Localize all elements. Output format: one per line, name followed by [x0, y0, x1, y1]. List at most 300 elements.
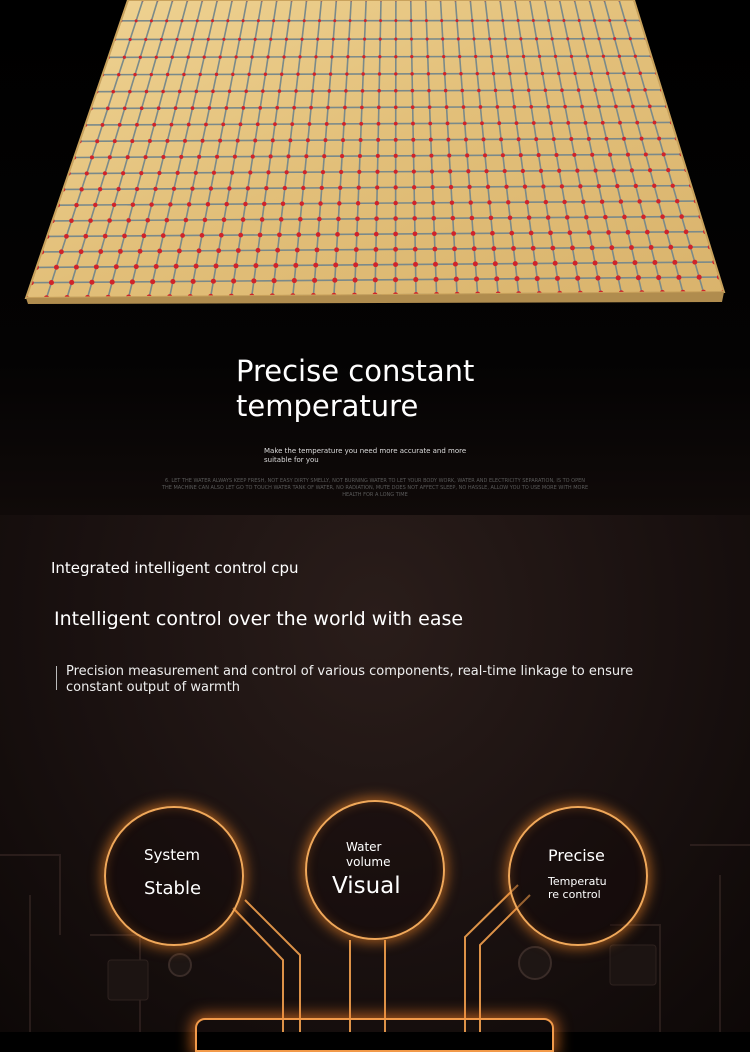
heating-node — [157, 171, 161, 175]
heating-node — [241, 106, 245, 110]
heating-node — [470, 216, 475, 221]
heating-node — [303, 170, 307, 174]
heating-node — [379, 19, 382, 22]
heating-node — [460, 89, 464, 93]
heating-node — [300, 38, 303, 41]
heating-node — [394, 37, 397, 40]
heating-node — [476, 72, 479, 75]
heating-node — [361, 72, 364, 75]
heating-node — [657, 137, 661, 141]
heating-node — [597, 37, 600, 40]
heating-node — [410, 19, 413, 22]
heating-node — [342, 122, 346, 126]
heating-node — [582, 37, 585, 40]
heating-node — [374, 216, 379, 221]
heating-node — [149, 202, 153, 206]
heating-node — [565, 215, 570, 220]
heating-node — [180, 233, 185, 238]
heating-node — [523, 184, 527, 188]
heating-node — [471, 19, 474, 22]
heating-node — [346, 55, 349, 58]
heating-node — [326, 106, 330, 110]
heating-node — [191, 279, 196, 284]
heating-node — [482, 137, 486, 141]
heating-node — [236, 139, 240, 143]
heating-node — [278, 89, 282, 93]
heating-node — [473, 261, 478, 266]
glowing-chip-outline — [195, 1018, 554, 1052]
heating-node — [311, 89, 315, 93]
heating-node — [234, 55, 237, 58]
heating-node — [123, 106, 127, 110]
heating-node — [354, 247, 359, 252]
heating-node — [288, 138, 292, 142]
heating-node — [281, 202, 285, 206]
heating-node — [134, 264, 139, 269]
heating-node — [601, 121, 605, 125]
heating-node — [471, 231, 476, 236]
heating-node — [432, 247, 437, 252]
heating-node — [612, 168, 616, 172]
heating-node — [483, 153, 487, 157]
heating-node — [226, 19, 229, 22]
heating-node — [251, 278, 256, 283]
heating-node — [172, 187, 176, 191]
heating-node — [135, 123, 139, 127]
heating-node — [636, 275, 641, 280]
heating-node — [308, 122, 312, 126]
heating-node — [224, 202, 228, 206]
heating-node — [216, 248, 221, 253]
heating-node — [222, 217, 227, 222]
heating-node — [394, 89, 398, 93]
heating-node — [303, 19, 306, 22]
badge-system-line2: Stable — [144, 878, 201, 899]
heating-node — [578, 184, 582, 188]
heating-node — [283, 186, 287, 190]
heating-node — [355, 232, 360, 237]
heating-node — [290, 122, 294, 126]
heating-node — [253, 263, 258, 268]
heating-node — [324, 138, 328, 142]
hero-subtitle: Make the temperature you need more accurate and more suitable for you — [264, 447, 494, 465]
heating-node — [393, 277, 398, 282]
heating-node — [201, 139, 205, 143]
heating-node — [309, 106, 313, 110]
heating-node — [313, 263, 318, 268]
heating-node — [273, 263, 278, 268]
heating-node — [69, 280, 74, 285]
heating-node — [547, 19, 550, 22]
heating-node — [107, 218, 112, 223]
heating-node — [292, 278, 297, 283]
heating-node — [144, 38, 147, 41]
heating-node — [472, 37, 475, 40]
heating-node — [247, 73, 250, 76]
heating-node — [488, 37, 491, 40]
heating-node — [191, 38, 194, 41]
heating-node — [509, 231, 514, 236]
heating-node — [304, 154, 308, 158]
heating-node — [344, 89, 348, 93]
heating-node — [377, 106, 381, 110]
heating-node — [535, 276, 540, 281]
heating-node — [412, 185, 416, 189]
heating-node — [549, 121, 553, 125]
heating-node — [106, 107, 110, 111]
heating-node — [466, 169, 470, 173]
heating-node — [262, 202, 266, 206]
heating-node — [587, 230, 592, 235]
heating-node — [231, 279, 236, 284]
heating-node — [465, 153, 469, 157]
heating-node — [334, 247, 339, 252]
heating-node — [597, 105, 601, 109]
heating-node — [161, 90, 165, 94]
heating-node — [298, 55, 301, 58]
heating-node — [170, 123, 174, 127]
heating-node — [506, 200, 510, 204]
heating-node — [508, 72, 511, 75]
heating-node — [375, 170, 379, 174]
heating-node — [178, 90, 182, 94]
heating-node — [359, 122, 363, 126]
heating-node — [211, 279, 216, 284]
heating-node — [468, 200, 472, 204]
heating-node — [613, 37, 616, 40]
heating-node — [393, 216, 398, 221]
heating-node — [455, 19, 458, 22]
heating-node — [204, 123, 208, 127]
badge-water-line1: Water — [346, 840, 381, 854]
heating-node — [548, 230, 553, 235]
heating-node — [130, 279, 135, 284]
heating-node — [515, 121, 519, 125]
heating-node — [534, 137, 538, 141]
heating-node — [233, 263, 238, 268]
heating-node — [329, 72, 332, 75]
heating-node — [338, 186, 342, 190]
heating-node — [150, 73, 153, 76]
heating-node — [622, 137, 626, 141]
heating-node — [451, 216, 456, 221]
heating-node — [566, 37, 569, 40]
heating-node — [501, 19, 504, 22]
heating-node — [410, 55, 413, 58]
heating-node — [246, 186, 250, 190]
heating-node — [697, 275, 702, 280]
heating-node — [282, 55, 285, 58]
heating-node — [394, 170, 398, 174]
heating-node — [624, 19, 627, 22]
heating-node — [110, 280, 115, 285]
heating-node — [432, 231, 437, 236]
heating-node — [430, 169, 434, 173]
heating-node — [379, 38, 382, 41]
heating-node — [656, 275, 661, 280]
heating-node — [337, 201, 341, 205]
heating-node — [221, 122, 225, 126]
heating-node — [457, 37, 460, 40]
heating-node — [442, 55, 445, 58]
heating-node — [441, 37, 444, 40]
heating-node — [590, 245, 595, 250]
badge-precise-temperature — [508, 806, 648, 946]
heating-node — [296, 232, 301, 237]
heating-node — [322, 154, 326, 158]
heating-node — [131, 203, 135, 207]
heating-node — [467, 185, 471, 189]
badge-system-line1: System — [144, 846, 200, 864]
heating-node — [580, 105, 584, 109]
heating-node — [593, 88, 597, 92]
heating-node — [140, 106, 144, 110]
heating-node — [431, 201, 435, 205]
heating-node — [412, 216, 417, 221]
heating-node — [426, 55, 429, 58]
heating-node — [248, 170, 252, 174]
heating-node — [453, 262, 458, 267]
heating-node — [491, 246, 496, 251]
heating-node — [440, 19, 443, 22]
heating-node — [496, 105, 500, 109]
heating-node — [615, 184, 619, 188]
heating-node — [207, 38, 210, 41]
heating-node — [94, 264, 99, 269]
heating-node — [332, 38, 335, 41]
heating-node — [445, 105, 449, 109]
heating-node — [577, 88, 581, 92]
heating-node — [258, 106, 262, 110]
heating-node — [339, 170, 343, 174]
heating-node — [316, 38, 319, 41]
heating-node — [206, 202, 210, 206]
heating-node — [203, 218, 208, 223]
heating-node — [377, 122, 381, 126]
heating-node — [356, 201, 360, 205]
heating-node — [645, 230, 650, 235]
heating-node — [527, 89, 531, 93]
heating-node — [374, 232, 379, 237]
heating-node — [517, 19, 520, 22]
heating-node — [480, 121, 484, 125]
heating-node — [199, 73, 202, 76]
heating-node — [554, 55, 557, 58]
heating-node — [630, 168, 634, 172]
heating-node — [118, 249, 123, 254]
badge-water-volume-visual — [305, 800, 445, 940]
heating-node — [375, 185, 379, 189]
heating-node — [161, 233, 166, 238]
heating-node — [139, 171, 143, 175]
heating-node — [227, 186, 231, 190]
heating-node — [544, 88, 548, 92]
heating-node — [152, 123, 156, 127]
heating-node — [301, 186, 305, 190]
heating-node — [85, 171, 89, 175]
heating-node — [666, 168, 670, 172]
heating-node — [93, 203, 97, 207]
heating-node — [431, 216, 436, 221]
heating-node — [238, 233, 243, 238]
heating-node — [258, 233, 263, 238]
heating-node — [194, 171, 198, 175]
heating-node — [506, 55, 509, 58]
circuit-board-background — [0, 515, 750, 1032]
heating-node — [266, 55, 269, 58]
heating-node — [649, 245, 654, 250]
heating-node — [425, 19, 428, 22]
heating-node — [228, 90, 232, 94]
heating-node — [312, 278, 317, 283]
heating-node — [627, 88, 631, 92]
heating-node — [230, 171, 234, 175]
heating-node — [272, 278, 277, 283]
heating-node — [412, 169, 416, 173]
heating-node — [411, 105, 415, 109]
heating-node — [664, 230, 669, 235]
heating-node — [197, 248, 202, 253]
heating-node — [203, 55, 206, 58]
heating-node — [321, 170, 325, 174]
heating-node — [584, 215, 589, 220]
heating-node — [497, 121, 501, 125]
heating-node — [243, 202, 247, 206]
heating-node — [257, 19, 260, 22]
heating-node — [606, 72, 609, 75]
description-marker — [56, 666, 63, 690]
heating-node — [555, 276, 560, 281]
heating-node — [298, 217, 303, 222]
heating-node — [575, 276, 580, 281]
heating-node — [168, 202, 172, 206]
heating-node — [490, 231, 495, 236]
heating-node — [64, 234, 69, 239]
heating-node — [587, 137, 591, 141]
heating-node — [679, 214, 684, 219]
heating-node — [487, 200, 491, 204]
heating-node — [219, 233, 224, 238]
heating-node — [347, 38, 350, 41]
heating-node — [652, 184, 656, 188]
heating-node — [427, 89, 431, 93]
heating-node — [215, 73, 218, 76]
heating-node — [532, 19, 535, 22]
heating-node — [376, 138, 380, 142]
heating-node — [622, 72, 625, 75]
heating-node — [194, 264, 199, 269]
heating-node — [413, 262, 418, 267]
heating-node — [161, 155, 165, 159]
heating-node — [641, 215, 646, 220]
heating-node — [236, 248, 241, 253]
heating-node — [660, 214, 665, 219]
heating-node — [570, 55, 573, 58]
heating-node — [446, 122, 450, 126]
heating-node — [452, 246, 457, 251]
heating-node — [529, 105, 533, 109]
heating-node — [280, 73, 283, 76]
heating-node — [428, 105, 432, 109]
heating-node — [635, 121, 639, 125]
heating-node — [413, 231, 418, 236]
heating-node — [117, 73, 120, 76]
heating-node — [359, 138, 363, 142]
heating-node — [451, 231, 456, 236]
cpu-section-background — [0, 515, 750, 1032]
heating-node — [364, 19, 367, 22]
heating-node — [187, 202, 191, 206]
heating-node — [637, 199, 641, 203]
heating-node — [609, 245, 614, 250]
heating-node — [532, 121, 536, 125]
heating-node — [538, 55, 541, 58]
heating-node — [122, 234, 127, 239]
heating-node — [514, 276, 519, 281]
heating-node — [166, 73, 169, 76]
heating-node — [459, 72, 462, 75]
heating-node — [292, 106, 296, 110]
heating-node — [656, 199, 660, 203]
heating-node — [444, 89, 448, 93]
heating-node — [602, 55, 605, 58]
heating-node — [629, 37, 632, 40]
heating-node — [165, 19, 168, 22]
heating-node — [360, 106, 364, 110]
heating-node — [376, 154, 380, 158]
heating-node — [363, 38, 366, 41]
heating-node — [306, 138, 310, 142]
heating-node — [332, 278, 337, 283]
heating-node — [676, 275, 681, 280]
heating-node — [174, 106, 178, 110]
heating-node — [629, 245, 634, 250]
heating-node — [175, 38, 178, 41]
heating-node — [242, 19, 245, 22]
heating-node — [135, 187, 139, 191]
heating-node — [600, 199, 604, 203]
heating-node — [49, 280, 54, 285]
heating-node — [474, 277, 479, 282]
heating-node — [672, 260, 677, 265]
heating-node — [595, 276, 600, 281]
heating-node — [266, 170, 270, 174]
heating-node — [148, 139, 152, 143]
heating-node — [446, 138, 450, 142]
heating-node — [472, 246, 477, 251]
heating-node — [511, 246, 516, 251]
heating-node — [373, 262, 378, 267]
heating-node — [293, 263, 298, 268]
heating-node — [394, 138, 398, 142]
heating-node — [340, 154, 344, 158]
heating-node — [484, 169, 488, 173]
heating-node — [231, 73, 234, 76]
heating-node — [692, 260, 697, 265]
heating-node — [170, 279, 175, 284]
heating-node — [277, 232, 282, 237]
heating-node — [144, 155, 148, 159]
heating-node — [187, 56, 190, 59]
heating-node — [586, 55, 589, 58]
heating-node — [184, 218, 189, 223]
heating-node — [153, 187, 157, 191]
heating-node — [139, 56, 142, 59]
heating-node — [69, 218, 74, 223]
heating-node — [377, 89, 381, 93]
heating-node — [608, 153, 612, 157]
heating-node — [566, 121, 570, 125]
